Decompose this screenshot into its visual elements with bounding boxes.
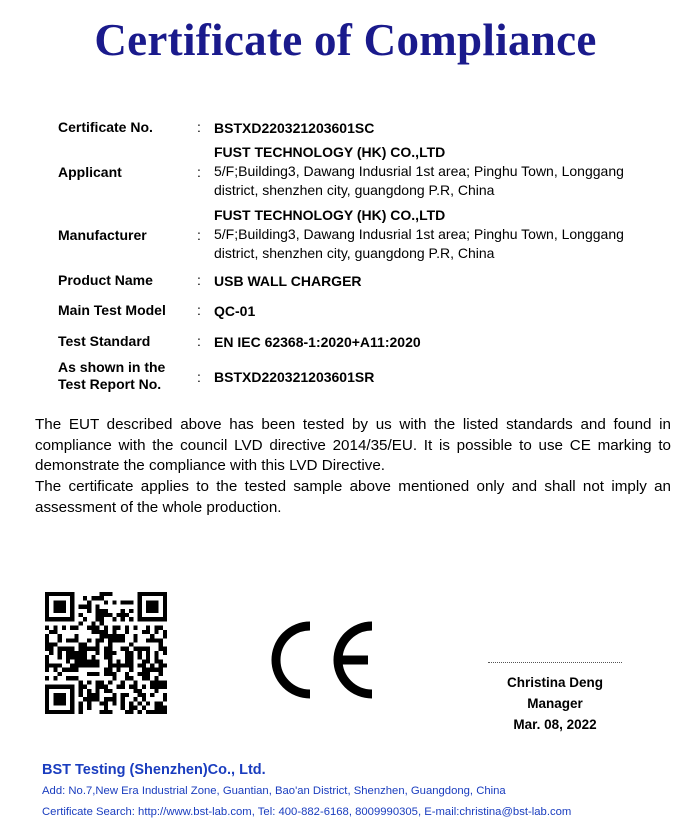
field-value: USB WALL CHARGER — [214, 273, 362, 289]
certificate-title: Certificate of Compliance — [94, 15, 597, 65]
field-colon: : — [197, 369, 201, 385]
field-colon: : — [197, 333, 201, 349]
field-colon: : — [197, 164, 201, 180]
applicant-address-line: district, shenzhen city, guangdong P.R, China — [214, 182, 495, 198]
footer-company: BST Testing (Shenzhen)Co., Ltd. — [42, 762, 266, 778]
applicant-address-line: 5/F;Building3, Dawang Indusrial 1st area; Pinghu Town, Longgang — [214, 163, 624, 179]
field-value: BSTXD220321203601SR — [214, 369, 375, 385]
signature-line — [488, 662, 622, 663]
field-value: BSTXD220321203601SC — [214, 120, 375, 136]
field-value: EN IEC 62368-1:2020+A11:2020 — [214, 334, 421, 350]
applicant-name: FUST TECHNOLOGY (HK) CO.,LTD — [214, 144, 446, 160]
field-colon: : — [197, 227, 201, 243]
field-value — [214, 206, 659, 263]
field-label-line: As shown in the — [58, 359, 166, 375]
manufacturer-address-line: district, shenzhen city, guangdong P.R, China — [214, 245, 495, 261]
field-colon: : — [197, 272, 201, 288]
signature-date: Mar. 08, 2022 — [513, 717, 597, 732]
signatory-name: Christina Deng — [506, 675, 603, 690]
field-value: QC-01 — [214, 303, 256, 319]
ce-mark-icon — [270, 620, 378, 700]
footer-contact: Certificate Search: http://www.bst-lab.com, Tel: 400-882-6168, 8009990305, E-mail:christina@bst-lab.com — [42, 806, 572, 818]
field-label: Main Test Model — [58, 302, 166, 318]
footer-address: Add: No.7,New Era Industrial Zone, Guantian, Bao'an District, Shenzhen, Guangdong, China — [42, 785, 506, 797]
qr-code-icon — [45, 592, 167, 714]
signatory-role: Manager — [527, 696, 583, 711]
scope-statement: The certificate applies to the tested sample above mentioned only and shall not imply an assessment of the whole production. — [35, 478, 671, 516]
compliance-statement: The EUT described above has been tested by us with the listed standards and found in compliance with the council LVD directive 2014/35/EU. It is possible to use CE marking to demonstrate the compliance with this LVD Directive. — [35, 416, 671, 474]
field-colon: : — [197, 302, 201, 318]
field-label: Certificate No. — [58, 119, 153, 135]
field-colon: : — [197, 119, 201, 135]
field-value — [214, 143, 659, 200]
field-label — [58, 359, 165, 393]
field-label: Manufacturer — [58, 227, 147, 243]
field-label: Test Standard — [58, 333, 151, 349]
manufacturer-name: FUST TECHNOLOGY (HK) CO.,LTD — [214, 207, 446, 223]
field-label: Product Name — [58, 272, 153, 288]
field-label: Applicant — [58, 164, 122, 180]
field-label-line: Test Report No. — [58, 376, 162, 392]
manufacturer-address-line: 5/F;Building3, Dawang Indusrial 1st area; Pinghu Town, Longgang — [214, 226, 624, 242]
